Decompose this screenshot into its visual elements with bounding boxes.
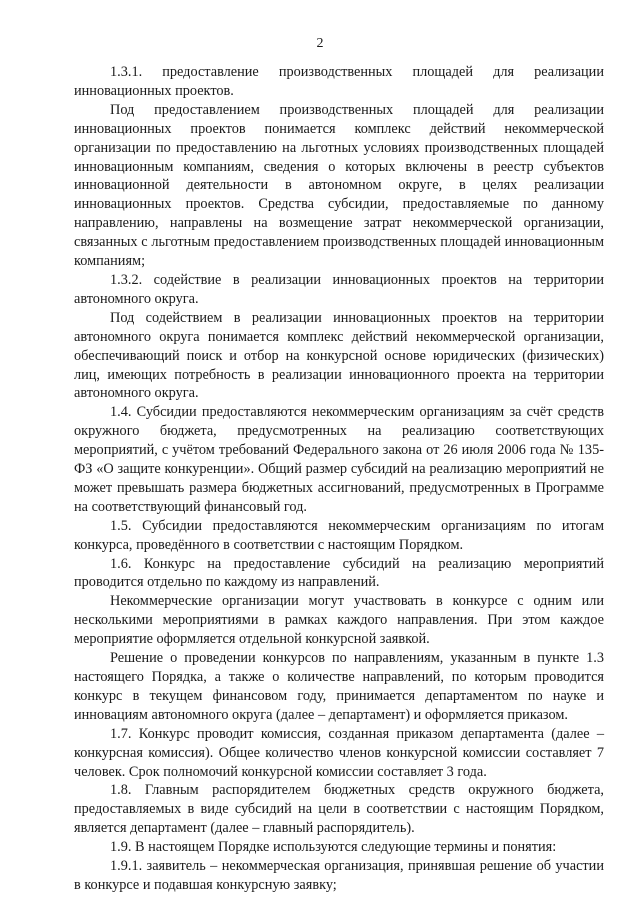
paragraph-assistance-definition: Под содействием в реализации инновационных проектов на территории автономного округа понимается комплекс действий некоммерческой организации, обеспечивающий поиск и отбор на конкурсной основе юридических (физических) лиц, имеющих потребность в реализации инновационного проекта на территории автономного округа. [74,309,604,402]
paragraph-1-6: 1.6. Конкурс на предоставление субсидий на реализацию мероприятий проводится отдельно по каждому из направлений. [74,555,604,591]
paragraph-participation: Некоммерческие организации могут участвовать в конкурсе с одним или несколькими мероприятиями в рамках каждого направления. При этом каждое мероприятие оформляется отдельной конкурсной заявкой. [74,593,604,648]
paragraph-1-4: 1.4. Субсидии предоставляются некоммерческим организациям за счёт средств окружного бюджета, предусмотренных на реализацию соответствующих мероприятий, с учётом требований Федерального закона от 26 июля 2006 года № 135-ФЗ «О защите конкуренции». Общий размер субсидий на реализацию мероприятий не может превышать размера бюджетных ассигнований, предусмотренных в Программе на соответствующий финансовый год. [74,404,604,515]
paragraph-1-3-2: 1.3.2. содействие в реализации инновационных проектов на территории автономного округа. [74,271,604,307]
page-number: 2 [316,36,324,51]
paragraph-1-9: 1.9. В настоящем Порядке используются следующие термины и понятия: [110,839,557,856]
paragraph-contest-decision: Решение о проведении конкурсов по направлениям, указанным в пункте 1.3 настоящего Порядка, а также о количестве направлений, по которым проводится конкурс в текущем финансовом году, принимается департаментом по науке и инновациям автономного округа (далее – департамент) и оформляется приказом. [74,650,604,723]
paragraph-1-3-1: 1.3.1. предоставление производственных площадей для реализации инновационных проектов. [74,64,604,99]
paragraph-1-5: 1.5. Субсидии предоставляются некоммерческим организациям по итогам конкурса, проведённого в соответствии с настоящим Порядком. [74,517,604,553]
paragraph-1-9-1: 1.9.1. заявитель – некоммерческая организация, принявшая решение об участии в конкурсе и подавшая конкурсную заявку; [74,858,604,893]
document-body [74,63,604,895]
paragraph-1-8: 1.8. Главным распорядителем бюджетных средств окружного бюджета, предоставляемых в виде субсидий на цели в соответствии с настоящим Порядком, является департамент (далее – главный распорядитель). [74,782,604,837]
paragraph-production-areas-definition: Под предоставлением производственных площадей для реализации инновационных проектов понимается комплекс действий некоммерческой организации по предоставлению на льготных условиях производственных площадей инновационным компаниям, сведения о которых включены в реестр субъектов инновационной деятельности в автономном округе, в целях реализации инновационных проектов. Средства субсидии, предоставляемые по данному направлению, направлены на возмещение затрат некоммерческой организации, связанных с льготным предоставлением производственных площадей инновационным компаниям; [74,101,604,270]
paragraph-1-7: 1.7. Конкурс проводит комиссия, созданная приказом департамента (далее – конкурсная комиссия). Общее количество членов конкурсной комиссии составляет 7 человек. Срок полномочий конкурсной комиссии составляет 3 года. [74,725,604,780]
